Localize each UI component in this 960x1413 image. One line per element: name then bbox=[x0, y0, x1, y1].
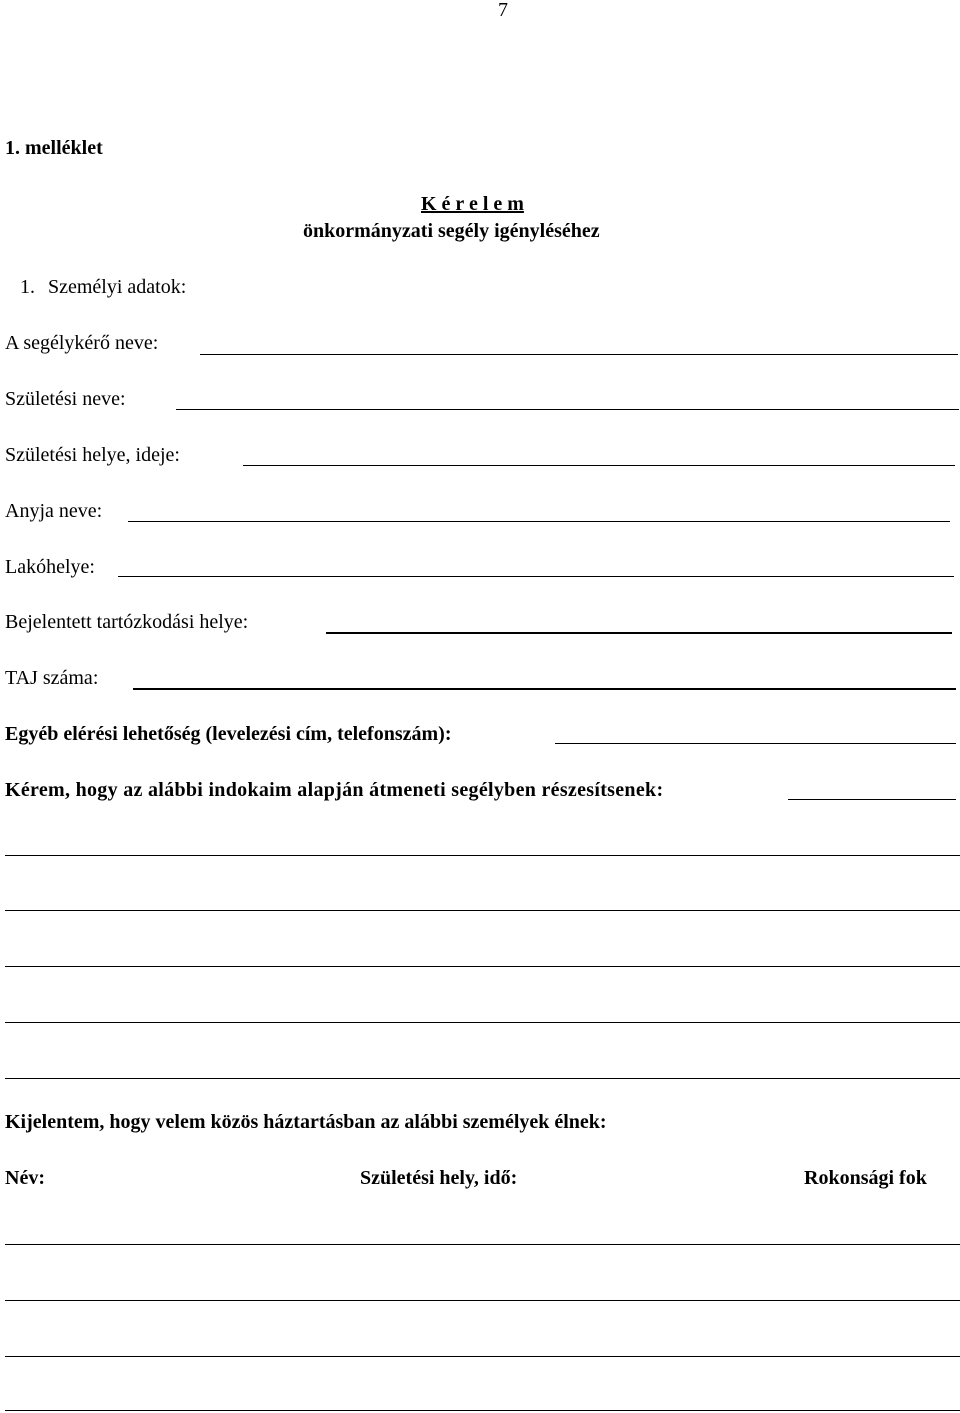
birth-place-date-label: Születési helye, ideje: bbox=[5, 444, 180, 466]
birth-name-field[interactable] bbox=[176, 409, 959, 410]
applicant-name-label: A segélykérő neve: bbox=[5, 332, 159, 354]
registered-stay-label: Bejelentett tartózkodási helye: bbox=[5, 611, 249, 633]
household-row-line-2[interactable] bbox=[5, 1300, 960, 1301]
request-reason-line-1[interactable] bbox=[5, 855, 960, 856]
declaration-text: Kijelentem, hogy velem közös háztartásban az alábbi személyek élnek: bbox=[5, 1111, 607, 1133]
document-title: K é r e l e m bbox=[421, 193, 524, 215]
other-contact-label: Egyéb elérési lehetőség (levelezési cím, telefonszám): bbox=[5, 723, 452, 745]
residence-field[interactable] bbox=[118, 576, 954, 577]
household-row-line-3[interactable] bbox=[5, 1356, 960, 1357]
request-text: Kérem, hogy az alábbi indokaim alapján átmeneti segélyben részesítsenek: bbox=[5, 779, 664, 801]
annex-label: 1. melléklet bbox=[5, 137, 103, 159]
request-reason-line-4[interactable] bbox=[5, 1022, 960, 1023]
applicant-name-field[interactable] bbox=[200, 354, 958, 355]
request-reason-line-2[interactable] bbox=[5, 910, 960, 911]
household-row-line-1[interactable] bbox=[5, 1244, 960, 1245]
registered-stay-field[interactable] bbox=[326, 632, 952, 634]
request-reason-line-5[interactable] bbox=[5, 1078, 960, 1079]
column-relation: Rokonsági fok bbox=[804, 1167, 927, 1189]
column-name: Név: bbox=[5, 1167, 45, 1189]
mother-name-field[interactable] bbox=[128, 521, 950, 522]
residence-label: Lakóhelye: bbox=[5, 556, 95, 578]
taj-number-field[interactable] bbox=[133, 688, 956, 690]
page-number: 7 bbox=[498, 0, 508, 21]
request-reason-line-0[interactable] bbox=[788, 799, 956, 800]
other-contact-field[interactable] bbox=[555, 743, 956, 744]
document-subtitle: önkormányzati segély igényléséhez bbox=[303, 220, 600, 242]
request-reason-line-3[interactable] bbox=[5, 966, 960, 967]
household-row-line-4[interactable] bbox=[5, 1410, 960, 1411]
mother-name-label: Anyja neve: bbox=[5, 500, 103, 522]
birth-name-label: Születési neve: bbox=[5, 388, 126, 410]
birth-place-date-field[interactable] bbox=[243, 465, 955, 466]
taj-number-label: TAJ száma: bbox=[5, 667, 99, 689]
section-number: 1. bbox=[20, 276, 35, 298]
column-birth: Születési hely, idő: bbox=[360, 1167, 518, 1189]
section-heading: Személyi adatok: bbox=[48, 276, 187, 298]
